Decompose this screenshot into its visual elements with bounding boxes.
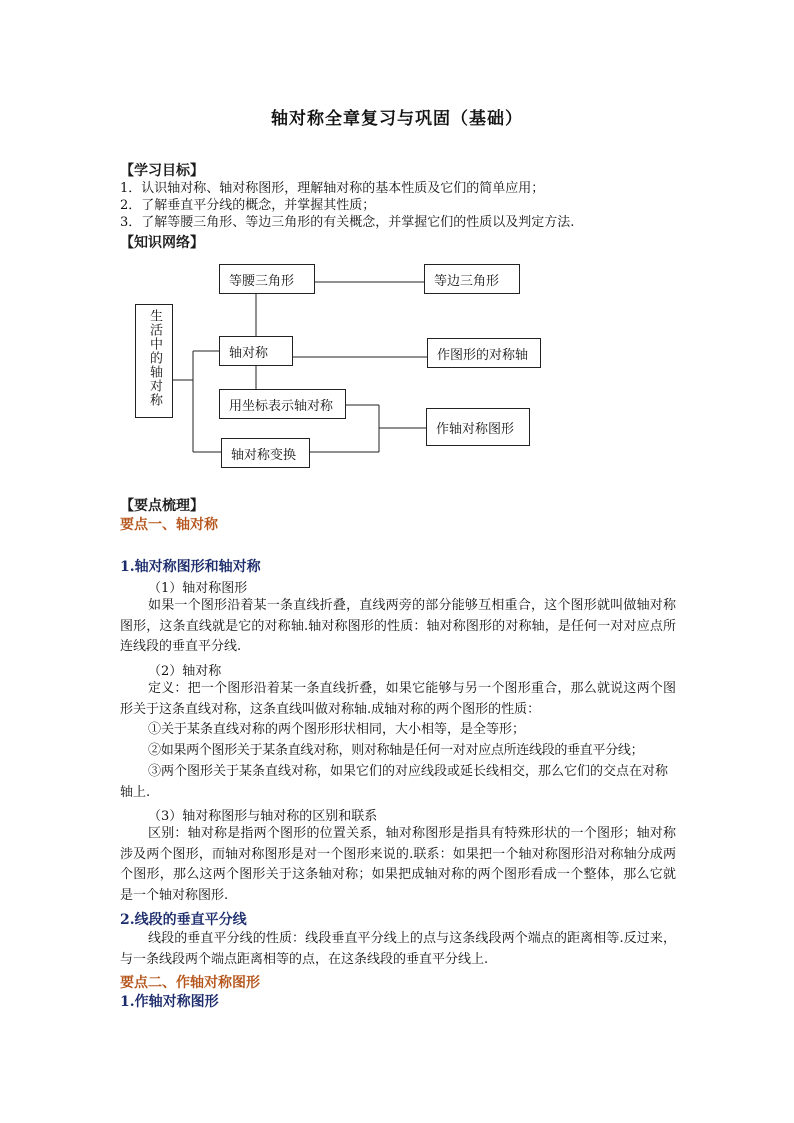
node-root: 生活中的轴对称 bbox=[135, 304, 173, 418]
item-3-text: 区别：轴对称是指两个图形的位置关系，轴对称图形是指具有特殊形状的一个图形；轴对称涉及两个图形，而轴对称图形是对一个图形来说的.联系：如果把一个轴对称图形沿对称轴分成两个图形，那么这两个图形关于这条轴对称；如果把成轴对称的两个图形看成一个整体，那么它就是一个轴对称图形. bbox=[120, 826, 676, 903]
item-1-text: 如果一个图形沿着某一条直线折叠，直线两旁的部分能够互相重合，这个图形就叫做轴对称图形，这条直线就是它的对称轴.轴对称图形的性质：轴对称图形的对称轴，是任何一对对应点所连线段的垂直平分线. bbox=[120, 598, 676, 654]
goal-item-3: 3．了解等腰三角形、等边三角形的有关概念，并掌握它们的性质以及判定方法. bbox=[120, 215, 575, 230]
sub-2-text: 线段的垂直平分线的性质：线段垂直平分线上的点与这条线段两个端点的距离相等.反过来，与一条线段两个端点距离相等的点，在这条线段的垂直平分线上. bbox=[120, 931, 676, 967]
node-coordinates: 用坐标表示轴对称 bbox=[219, 389, 346, 419]
page-title: 轴对称全章复习与巩固（基础） bbox=[271, 109, 523, 129]
property-3: ③两个图形关于某条直线对称，如果它们的对应线段或延长线相交，那么它们的交点在对称轴上. bbox=[120, 764, 669, 800]
node-transform: 轴对称变换 bbox=[221, 438, 310, 468]
node-draw-figure: 作轴对称图形 bbox=[426, 408, 530, 446]
point-1-heading: 要点一、轴对称 bbox=[120, 517, 218, 533]
goals-header: 【学习目标】 bbox=[120, 163, 204, 179]
points-header: 【要点梳理】 bbox=[120, 498, 204, 514]
item-2-text: 定义：把一个图形沿着某一条直线折叠，如果它能够与另一个图形重合，那么就说这两个图形关于这条直线对称，这条直线叫做对称轴.成轴对称的两个图形的性质： bbox=[120, 681, 676, 717]
node-equilateral: 等边三角形 bbox=[424, 264, 520, 294]
property-1: ①关于某条直线对称的两个图形形状相同，大小相等，是全等形； bbox=[148, 722, 526, 737]
goal-item-2: 2．了解垂直平分线的概念，并掌握其性质； bbox=[120, 198, 376, 213]
node-axis-symmetry: 轴对称 bbox=[219, 336, 293, 366]
item-2-title: （2）轴对称 bbox=[148, 664, 222, 679]
knowledge-network-connectors bbox=[0, 0, 794, 500]
point-1-sub-1: 1.轴对称图形和轴对称 bbox=[120, 559, 261, 575]
property-2: ②如果两个图形关于某条直线对称，则对称轴是任何一对对应点所连线段的垂直平分线； bbox=[148, 743, 644, 758]
point-1-sub-2: 2.线段的垂直平分线 bbox=[120, 912, 247, 928]
point-2-sub-1: 1.作轴对称图形 bbox=[120, 994, 219, 1010]
goal-item-1: 1．认识轴对称、轴对称图形，理解轴对称的基本性质及它们的简单应用； bbox=[120, 181, 545, 196]
item-3-title: （3）轴对称图形与轴对称的区别和联系 bbox=[148, 809, 378, 824]
node-isosceles: 等腰三角形 bbox=[219, 264, 315, 294]
network-header: 【知识网络】 bbox=[120, 235, 204, 251]
node-draw-axis: 作图形的对称轴 bbox=[427, 338, 541, 368]
point-2-heading: 要点二、作轴对称图形 bbox=[120, 975, 260, 991]
item-1-title: （1）轴对称图形 bbox=[148, 581, 248, 596]
